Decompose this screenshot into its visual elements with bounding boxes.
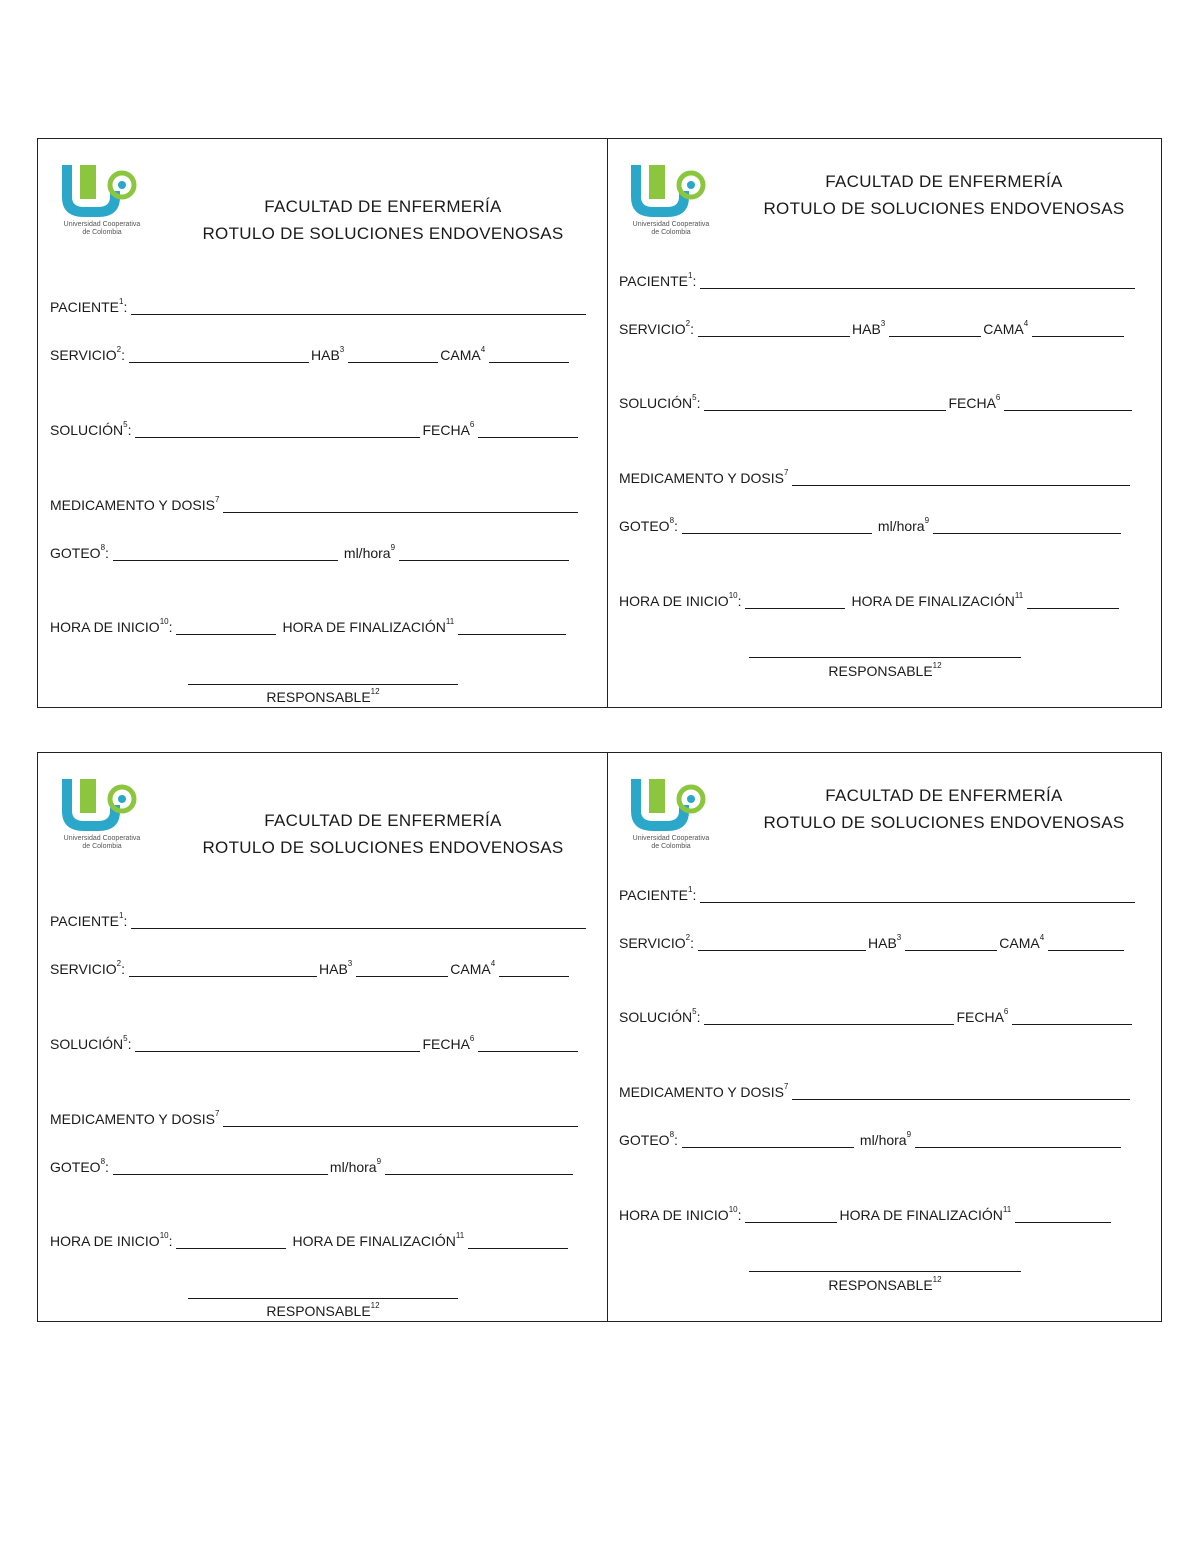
label-row-2 <box>37 752 1162 1322</box>
hora-field[interactable]: HORA DE INICIO$^{10}$: HORA DE FINALIZACIÓN$^{11}$ <box>50 619 568 635</box>
signature-line[interactable] <box>749 1271 1021 1272</box>
signature-line[interactable] <box>749 657 1021 658</box>
paciente-field[interactable]: PACIENTE$^1$: <box>50 299 588 315</box>
paciente-field[interactable]: PACIENTE$^1$: <box>50 913 588 929</box>
servicio-field[interactable]: SERVICIO$^2$: HAB$^3$ CAMA$^4$ <box>50 347 571 363</box>
goteo-field[interactable]: GOTEO$^8$: ml/hora$^9$ <box>50 545 571 561</box>
signature-line[interactable] <box>188 684 458 685</box>
logo-text: Universidad Cooperativa de Colombia <box>63 221 141 236</box>
label-heading <box>148 193 618 247</box>
label-card-4 <box>609 753 1161 1321</box>
hora-field[interactable]: HORA DE INICIO$^{10}$: HORA DE FINALIZACIÓN$^{11}$ <box>619 1207 1113 1223</box>
goteo-field[interactable]: GOTEO$^8$: ml/hora$^9$ <box>50 1159 575 1175</box>
label-subtitle: ROTULO DE SOLUCIONES ENDOVENOSAS <box>763 813 1125 832</box>
goteo-field[interactable]: GOTEO$^8$: ml/hora$^9$ <box>619 518 1123 534</box>
faculty-title: FACULTAD DE ENFERMERÍA <box>825 172 1063 191</box>
responsable-label: RESPONSABLE$^{12}$ <box>266 687 380 705</box>
medicamento-field[interactable]: MEDICAMENTO Y DOSIS$^7$ <box>619 1084 1132 1100</box>
label-heading <box>739 168 1149 222</box>
university-logo <box>52 161 152 241</box>
servicio-field[interactable]: SERVICIO$^2$: HAB$^3$ CAMA$^4$ <box>50 961 571 977</box>
label-card-1 <box>38 139 607 707</box>
medicamento-field[interactable]: MEDICAMENTO Y DOSIS$^7$ <box>50 1111 580 1127</box>
signature-line[interactable] <box>188 1298 458 1299</box>
paciente-field[interactable]: PACIENTE$^1$: <box>619 887 1137 903</box>
medicamento-field[interactable]: MEDICAMENTO Y DOSIS$^7$ <box>619 470 1132 486</box>
hora-field[interactable]: HORA DE INICIO$^{10}$: HORA DE FINALIZACIÓN$^{11}$ <box>50 1233 570 1249</box>
servicio-field[interactable]: SERVICIO$^2$: HAB$^3$ CAMA$^4$ <box>619 935 1126 951</box>
goteo-field[interactable]: GOTEO$^8$: ml/hora$^9$ <box>619 1132 1123 1148</box>
faculty-title: FACULTAD DE ENFERMERÍA <box>264 197 502 216</box>
responsable-label: RESPONSABLE$^{12}$ <box>266 1301 380 1319</box>
responsable-label: RESPONSABLE$^{12}$ <box>828 661 942 679</box>
logo-text: Universidad Cooperativa de Colombia <box>632 221 710 236</box>
university-logo <box>52 775 152 855</box>
label-subtitle: ROTULO DE SOLUCIONES ENDOVENOSAS <box>763 199 1125 218</box>
label-subtitle: ROTULO DE SOLUCIONES ENDOVENOSAS <box>202 838 564 857</box>
solucion-field[interactable]: SOLUCIÓN$^5$: FECHA$^6$ <box>619 395 1134 411</box>
label-card-3 <box>38 753 607 1321</box>
hora-field[interactable]: HORA DE INICIO$^{10}$: HORA DE FINALIZACIÓN$^{11}$ <box>619 593 1121 609</box>
responsable-label: RESPONSABLE$^{12}$ <box>828 1275 942 1293</box>
logo-text: Universidad Cooperativa de Colombia <box>63 835 141 850</box>
label-heading <box>739 782 1149 836</box>
faculty-title: FACULTAD DE ENFERMERÍA <box>825 786 1063 805</box>
label-subtitle: ROTULO DE SOLUCIONES ENDOVENOSAS <box>202 224 564 243</box>
label-card-2 <box>609 139 1161 707</box>
university-logo <box>621 161 721 241</box>
logo-text: Universidad Cooperativa de Colombia <box>632 835 710 850</box>
solucion-field[interactable]: SOLUCIÓN$^5$: FECHA$^6$ <box>50 1036 580 1052</box>
medicamento-field[interactable]: MEDICAMENTO Y DOSIS$^7$ <box>50 497 580 513</box>
label-heading <box>148 807 618 861</box>
label-row-1 <box>37 138 1162 708</box>
faculty-title: FACULTAD DE ENFERMERÍA <box>264 811 502 830</box>
solucion-field[interactable]: SOLUCIÓN$^5$: FECHA$^6$ <box>619 1009 1134 1025</box>
solucion-field[interactable]: SOLUCIÓN$^5$: FECHA$^6$ <box>50 422 580 438</box>
servicio-field[interactable]: SERVICIO$^2$: HAB$^3$ CAMA$^4$ <box>619 321 1126 337</box>
paciente-field[interactable]: PACIENTE$^1$: <box>619 273 1137 289</box>
university-logo <box>621 775 721 855</box>
